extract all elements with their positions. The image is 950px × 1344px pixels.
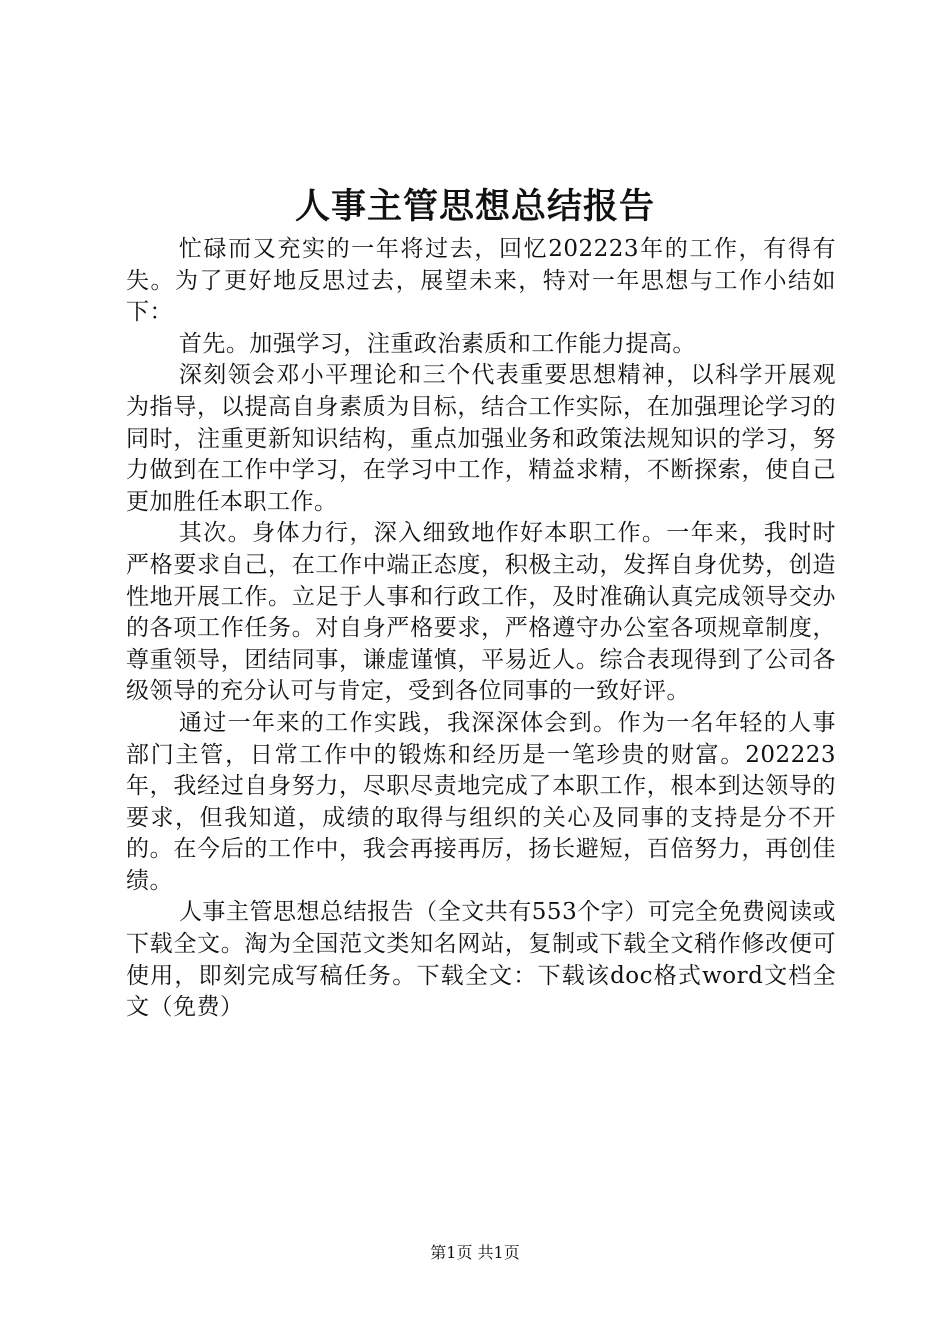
paragraph-experience: 通过一年来的工作实践，我深深体会到。作为一名年轻的人事部门主管，日常工作中的锻炼和经历是一笔珍贵的财富。202223年，我经过自身努力，尽职尽责地完成了本职工作，根本到达领导的要求，但我知道，成绩的取得与组织的关心及同事的支持是分不开的。在今后的工作中，我会再接再厉，扬长避短，百倍努力，再创佳绩。 <box>126 709 836 894</box>
paragraph-second-point: 其次。身体力行，深入细致地作好本职工作。一年来，我时时严格要求自己，在工作中端正态度，积极主动，发挥自身优势，创造性地开展工作。立足于人事和行政工作，及时准确认真完成领导交办的各项工作任务。对自身严格要求，严格遵守办公室各项规章制度，尊重领导，团结同事，谦虚谨慎，平易近人。综合表现得到了公司各级领导的充分认可与肯定，受到各位同事的一致好评。 <box>126 520 836 705</box>
page-number-footer: 第1页 共1页 <box>430 1243 520 1262</box>
paragraph-download-note: 人事主管思想总结报告（全文共有553个字）可完全免费阅读或下载全文。淘为全国范文类知名网站，复制或下载全文稍作修改便可使用，即刻完成写稿任务。下载全文：下载该doc格式word文档全文（免费） <box>126 899 836 1021</box>
paragraph-first-point: 首先。加强学习，注重政治素质和工作能力提高。 <box>178 330 696 357</box>
document-body <box>126 234 836 1024</box>
document-title: 人事主管思想总结报告 <box>294 186 655 227</box>
paragraph-study: 深刻领会邓小平理论和三个代表重要思想精神，以科学开展观为指导，以提高自身素质为目标，结合工作实际，在加强理论学习的同时，注重更新知识结构，重点加强业务和政策法规知识的学习，努力做到在工作中学习，在学习中工作，精益求精，不断探索，使自己更加胜任本职工作。 <box>126 362 836 515</box>
paragraph-intro: 忙碌而又充实的一年将过去，回忆202223年的工作，有得有失。为了更好地反思过去，展望未来，特对一年思想与工作小结如下： <box>126 236 836 326</box>
